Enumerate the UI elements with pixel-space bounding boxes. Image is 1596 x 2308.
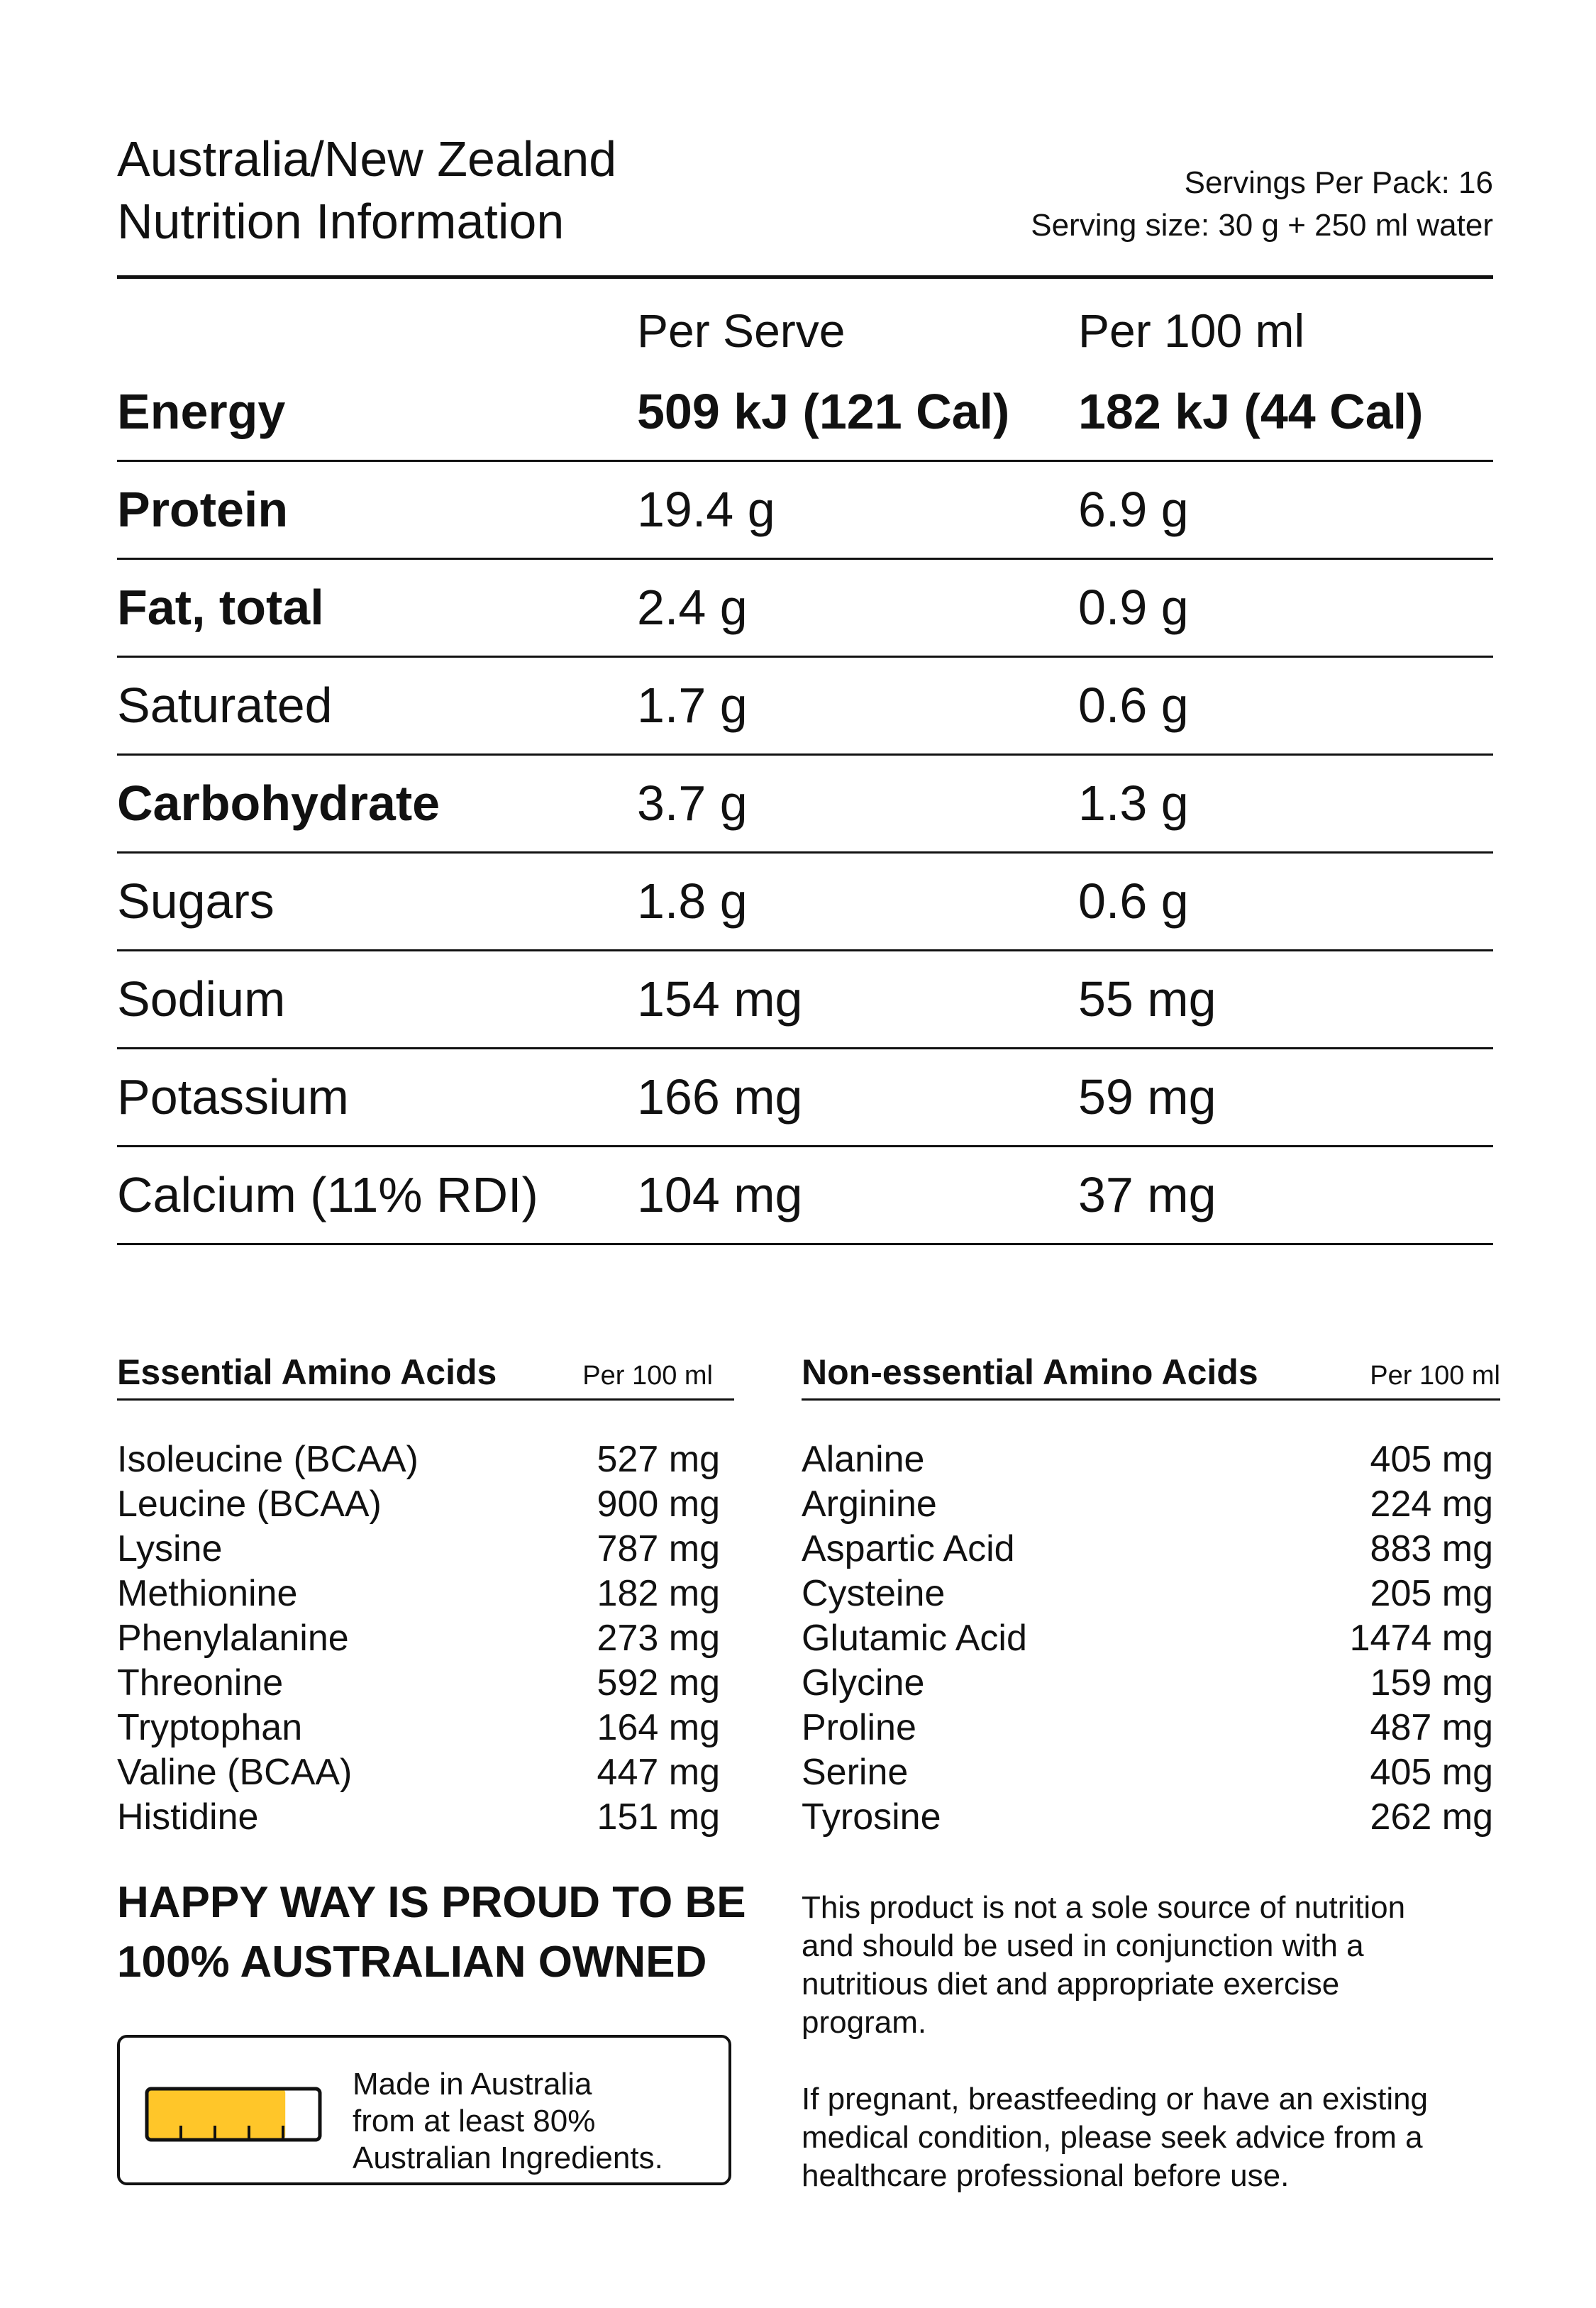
amino-value: 262 mg [1370, 1796, 1493, 1838]
essential-amino-section [117, 1352, 734, 1840]
list-item [802, 1795, 1493, 1840]
list-item [802, 1482, 1493, 1527]
disclaimer-line: medical condition, please seek advice from a [802, 2120, 1423, 2155]
badge-line-3: Australian Ingredients. [353, 2141, 663, 2175]
amino-value: 787 mg [597, 1528, 720, 1569]
amino-value: 447 mg [597, 1752, 720, 1793]
amino-value: 405 mg [1370, 1752, 1493, 1793]
per-100ml-value: 6.9 g [1078, 482, 1189, 537]
badge-line-1: Made in Australia [353, 2067, 592, 2102]
list-item [802, 1572, 1493, 1616]
australian-owned-statement [117, 1873, 746, 1992]
nutrition-row-sugars [117, 851, 1493, 951]
nutrition-row-saturated [117, 656, 1493, 756]
per-serve-value: 1.7 g [637, 678, 748, 733]
essential-amino-list [117, 1437, 734, 1840]
essential-amino-unit: Per 100 ml [582, 1361, 713, 1391]
per-100ml-value: 1.3 g [1078, 775, 1189, 831]
nutrient-name: Fat, total [117, 580, 324, 635]
nutrient-name: Energy [117, 384, 286, 439]
nutrient-name: Sodium [117, 971, 286, 1027]
serving-size: Serving size: 30 g + 250 ml water [1031, 208, 1493, 243]
list-item [117, 1437, 720, 1482]
list-item [802, 1437, 1493, 1482]
nutrient-name: Protein [117, 482, 289, 537]
nutrition-row-sodium [117, 949, 1493, 1049]
amino-value: 273 mg [597, 1618, 720, 1659]
disclaimer-line: healthcare professional before use. [802, 2158, 1290, 2193]
non-essential-amino-header [802, 1352, 1500, 1393]
per-serve-value: 104 mg [637, 1167, 803, 1222]
amino-value: 592 mg [597, 1662, 720, 1704]
amino-name: Alanine [802, 1439, 925, 1480]
nutrient-name: Carbohydrate [117, 775, 440, 831]
disclaimer-line: This product is not a sole source of nutrition [802, 1890, 1406, 1925]
nutrition-row-carbohydrate [117, 753, 1493, 854]
list-item [117, 1616, 720, 1661]
disclaimer-line: and should be used in conjunction with a [802, 1928, 1364, 1963]
per-serve-value: 166 mg [637, 1069, 803, 1125]
list-item [117, 1795, 720, 1840]
col-per-serve: Per Serve [637, 304, 846, 357]
amino-name: Tryptophan [117, 1707, 303, 1748]
proud-line-2: 100% AUSTRALIAN OWNED [117, 1938, 707, 1987]
amino-value: 205 mg [1370, 1573, 1493, 1614]
amino-name: Tyrosine [802, 1796, 941, 1838]
amino-value: 1474 mg [1349, 1618, 1493, 1659]
serving-info [1031, 162, 1493, 247]
nutrition-row-potassium [117, 1047, 1493, 1147]
amino-name: Valine (BCAA) [117, 1752, 353, 1793]
per-serve-value: 19.4 g [637, 482, 775, 537]
list-item [802, 1706, 1493, 1750]
nutrient-name: Sugars [117, 873, 275, 929]
list-item [117, 1482, 720, 1527]
non-essential-amino-heading: Non-essential Amino Acids [802, 1352, 1258, 1392]
per-serve-value: 509 kJ (121 Cal) [637, 384, 1010, 439]
title-line-1: Australia/New Zealand [117, 131, 617, 187]
amino-value: 224 mg [1370, 1484, 1493, 1525]
nutrition-row-fat-total [117, 558, 1493, 658]
list-item [802, 1750, 1493, 1795]
per-serve-value: 3.7 g [637, 775, 748, 831]
badge-text [353, 2066, 663, 2177]
amino-name: Threonine [117, 1662, 284, 1704]
badge-line-2: from at least 80% [353, 2104, 596, 2138]
list-item [117, 1706, 720, 1750]
amino-name: Aspartic Acid [802, 1528, 1015, 1569]
essential-amino-header [117, 1352, 734, 1393]
amino-name: Leucine (BCAA) [117, 1484, 382, 1525]
amino-name: Histidine [117, 1796, 259, 1838]
list-item [802, 1527, 1493, 1572]
proud-line-1: HAPPY WAY IS PROUD TO BE [117, 1878, 746, 1927]
nutrition-row-energy [117, 362, 1493, 462]
per-100ml-value: 59 mg [1078, 1069, 1217, 1125]
per-100ml-value: 55 mg [1078, 971, 1217, 1027]
amino-value: 900 mg [597, 1484, 720, 1525]
list-item [802, 1661, 1493, 1706]
amino-name: Isoleucine (BCAA) [117, 1439, 419, 1480]
essential-amino-heading: Essential Amino Acids [117, 1352, 497, 1392]
non-essential-amino-list [802, 1437, 1500, 1840]
list-item [117, 1527, 720, 1572]
amino-value: 527 mg [597, 1439, 720, 1480]
amino-value: 405 mg [1370, 1439, 1493, 1480]
amino-name: Phenylalanine [117, 1618, 349, 1659]
page-title [117, 128, 616, 253]
per-100ml-value: 0.9 g [1078, 580, 1189, 635]
servings-per-pack: Servings Per Pack: 16 [1184, 165, 1493, 200]
per-serve-value: 1.8 g [637, 873, 748, 929]
disclaimer-line: nutritious diet and appropriate exercise [802, 1967, 1340, 2001]
amino-name: Glutamic Acid [802, 1618, 1027, 1659]
list-item [802, 1616, 1493, 1661]
disclaimer-line: program. [802, 2005, 927, 2040]
amino-value: 182 mg [597, 1573, 720, 1614]
list-item [117, 1572, 720, 1616]
made-in-australia-badge [117, 2035, 731, 2185]
per-100ml-value: 182 kJ (44 Cal) [1078, 384, 1424, 439]
nutrient-name: Calcium (11% RDI) [117, 1167, 538, 1222]
disclaimer-medical [802, 2080, 1483, 2195]
list-item [117, 1661, 720, 1706]
nutrient-name: Saturated [117, 678, 333, 733]
essential-amino-divider [117, 1398, 734, 1401]
list-item [117, 1750, 720, 1795]
amino-value: 151 mg [597, 1796, 720, 1838]
amino-name: Arginine [802, 1484, 937, 1525]
amino-name: Lysine [117, 1528, 223, 1569]
per-100ml-value: 0.6 g [1078, 873, 1189, 929]
amino-value: 487 mg [1370, 1707, 1493, 1748]
amino-name: Methionine [117, 1573, 298, 1614]
amino-value: 164 mg [597, 1707, 720, 1748]
amino-name: Serine [802, 1752, 909, 1793]
non-essential-amino-unit: Per 100 ml [1370, 1361, 1500, 1391]
header-divider [117, 275, 1493, 279]
amino-name: Cysteine [802, 1573, 946, 1614]
per-serve-value: 154 mg [637, 971, 803, 1027]
non-essential-amino-divider [802, 1398, 1500, 1401]
per-serve-value: 2.4 g [637, 580, 748, 635]
per-100ml-value: 0.6 g [1078, 678, 1189, 733]
nutrient-name: Potassium [117, 1069, 349, 1125]
amino-name: Glycine [802, 1662, 925, 1704]
amino-value: 883 mg [1370, 1528, 1493, 1569]
disclaimer-line: If pregnant, breastfeeding or have an existing [802, 2082, 1429, 2116]
title-line-2: Nutrition Information [117, 194, 565, 249]
disclaimer-nutrition [802, 1889, 1483, 2042]
amino-name: Proline [802, 1707, 916, 1748]
non-essential-amino-section [802, 1352, 1500, 1840]
amino-value: 159 mg [1370, 1662, 1493, 1704]
per-100ml-value: 37 mg [1078, 1167, 1217, 1222]
ingredient-bar-icon [144, 2086, 323, 2143]
nutrition-row-protein [117, 460, 1493, 560]
nutrition-row-calcium [117, 1145, 1493, 1245]
col-per-100ml: Per 100 ml [1078, 304, 1305, 357]
